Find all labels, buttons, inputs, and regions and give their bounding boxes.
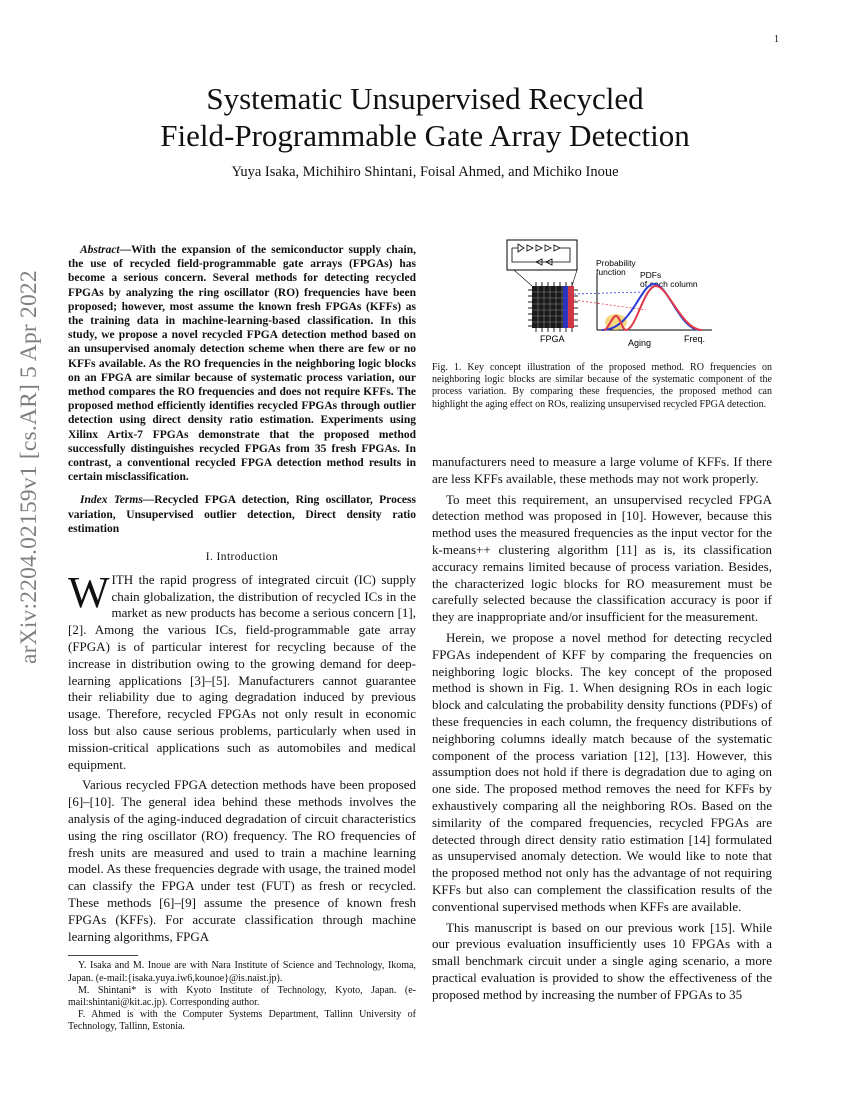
figure-1-illustration bbox=[432, 238, 772, 356]
page-number: 1 bbox=[774, 34, 779, 45]
abstract-label: Abstract bbox=[80, 244, 120, 256]
intro-paragraph-2: Various recycled FPGA detection methods have been proposed [6]–[10]. The general idea behind these methods involves the analysis of the aging-induced degradation of circuit characteristics using the ring oscillator (RO) frequency. The RO frequencies of fresh units are measured and used to train a machine learning model. As these frequencies degrade with usage, the trained model can classify the FPGA under test (FUT) as fresh or recycled. These methods [6]–[9] assume the presence of known fresh FPGAs (KFFs). For accurate classification through machine learning algorithms, FPGA bbox=[68, 777, 416, 944]
right-paragraph-3: Herein, we propose a novel method for detecting recycled FPGAs independent of KFF by comparing the frequencies on neighboring logic blocks. The key concept of the proposed method is shown in Fig. 1. When designing ROs in each logic block and calculating the probability density functions (PDFs) of these frequencies in each column, the frequency distributions of neighboring columns ideally match because of the systematic component of the process variation [12], [13]. However, this assumption does not hold if there is degradation due to aging on one side. The proposed method removes the need for KFFs by exhaustively comparing all the neighboring ROs. Based on the similarity of the compared frequencies, recycled FPGAs are detected through direct density ratio estimation [14] formulated as unsupervised anomaly detection. We would like to note that the proposed method not only has the advantage of not requiring KFFs but also can complement the classification results of the conventional supervised methods when KFFs are available. bbox=[432, 629, 772, 914]
fpga-label: FPGA bbox=[540, 334, 565, 344]
each-column-label: of each column bbox=[640, 279, 698, 289]
authors: Yuya Isaka, Michihiro Shintani, Foisal Ahmed, and Michiko Inoue bbox=[231, 164, 619, 180]
pdfs-label: PDFs bbox=[640, 270, 662, 280]
index-terms-label: Index Terms bbox=[80, 494, 143, 507]
abstract-text: —With the expansion of the semiconductor supply chain, the use of recycled field-programmable gate arrays (FPGAs) has become a serious concern. Several methods for detecting recycled FPGAs by analyzing the ring oscillator (RO) frequencies have been proposed; however, most assume the known fresh FPGAs (KFFs) as the training data in machine-learning-based classification. In this study, we propose a novel recycled FPGA detection method based on an unsupervised anomaly detection scheme when there are few or no KFFs available. As the RO frequencies in the neighboring logic blocks on an FPGA are similar because of systematic process variation, our method compares the RO frequencies and does not require KFFs. The proposed method efficiently identifies recycled FPGAs through outlier detection using direct density ratio estimation. Experiments using Xilinx Artix-7 FPGAs demonstrate that the proposed method successfully distinguishes recycled FPGAs from 35 fresh FPGAs. In contrast, a conventional recycled FPGA detection method results in certain misclassification. bbox=[68, 244, 416, 484]
drop-cap: W bbox=[68, 567, 110, 617]
right-paragraph-4: This manuscript is based on our previous work [15]. While our previous evaluation insufficiently uses 10 FPGAs with a small benchmark circuit under a single aging scenario, a more practical evaluation is provided to show the effectiveness of the proposed method by increasing the number of FPGAs to 35 bbox=[432, 919, 772, 1002]
axis-label-function: function bbox=[596, 267, 626, 277]
right-column bbox=[432, 454, 772, 1004]
intro-paragraph-1: WITH the rapid progress of integrated circuit (IC) supply chain globalization, the distribution of recycled ICs in the market as new products has become a serious concern [1], [2]. Among the various ICs, field-programmable gate array (FPGA) is of particular interest for recycling because of the increase in distribution owing to the growing demand for deep-learning applications [3]–[5]. Manufacturers cannot guarantee their reliability due to aging degradation induced by previous usage. Therefore, recycled FPGAs not only result in economic loss but also cause serious problems, particularly when used in mission-critical applications such as automobiles and medical equipment. bbox=[68, 567, 416, 772]
right-paragraph-1: manufacturers need to measure a large volume of KFFs. If there are less KFFs available, these methods may not work properly. bbox=[432, 454, 772, 486]
abstract bbox=[68, 243, 416, 484]
paper-title bbox=[70, 80, 780, 154]
section-heading-introduction: I. Introduction bbox=[205, 551, 279, 564]
title-line-1: Systematic Unsupervised Recycled bbox=[206, 81, 644, 116]
fpga-chip-icon bbox=[528, 282, 578, 332]
arxiv-stamp-text: arXiv:2204.02159v1 [cs.AR] 5 Apr 2022 bbox=[16, 270, 42, 664]
axis-label-probability: Probability bbox=[596, 258, 636, 268]
right-paragraph-2: To meet this requirement, an unsupervised recycled FPGA detection method was proposed in [10]. However, because this method uses the measured frequencies as the input vector for the k-means++ clustering algorithm [11] as is, its classification accuracy remains limited because of process variation. Besides, the characterized logic blocks for RO measurement must be carefully selected because the classification accuracy is poor if they are inappropriate and/or insufficient for the measurement. bbox=[432, 491, 772, 625]
figure-1 bbox=[432, 238, 772, 356]
footnotes bbox=[68, 960, 416, 1033]
figure-1-caption: Fig. 1. Key concept illustration of the proposed method. RO frequencies on neighboring logic blocks are similar because of the systematic component of the process variation. By comparing these frequencies, the proposed method can highlight the aging effect on ROs, realizing unsupervised recycled FPGA detection. bbox=[432, 362, 772, 410]
footnote-3: F. Ahmed is with the Computer Systems Department, Tallinn University of Technology, Tallinn, Estonia. bbox=[68, 1009, 416, 1033]
footnote-2: M. Shintani* is with Kyoto Institute of Technology, Kyoto, Japan. (e-mail:shintani@kit.ac.jp). Corresponding author. bbox=[68, 984, 416, 1008]
index-terms-text: —Recycled FPGA detection, Ring oscillator, Process variation, Unsupervised outlier detection, Direct density ratio estimation bbox=[68, 494, 416, 535]
ring-oscillator-box bbox=[507, 240, 577, 270]
index-terms bbox=[68, 493, 416, 536]
ring-oscillator-circuit-icon bbox=[512, 244, 570, 265]
footnote-rule bbox=[68, 955, 138, 956]
aging-label: Aging bbox=[628, 338, 652, 348]
footnote-1: Y. Isaka and M. Inoue are with Nara Institute of Science and Technology, Ikoma, Japan. (e-mail:{isaka.yuya.iw6,kounoe}@is.naist.jp). bbox=[68, 960, 416, 984]
freq-label: Freq. bbox=[684, 334, 706, 344]
title-line-2: Field-Programmable Gate Array Detection bbox=[160, 118, 690, 153]
left-column bbox=[68, 243, 416, 1034]
